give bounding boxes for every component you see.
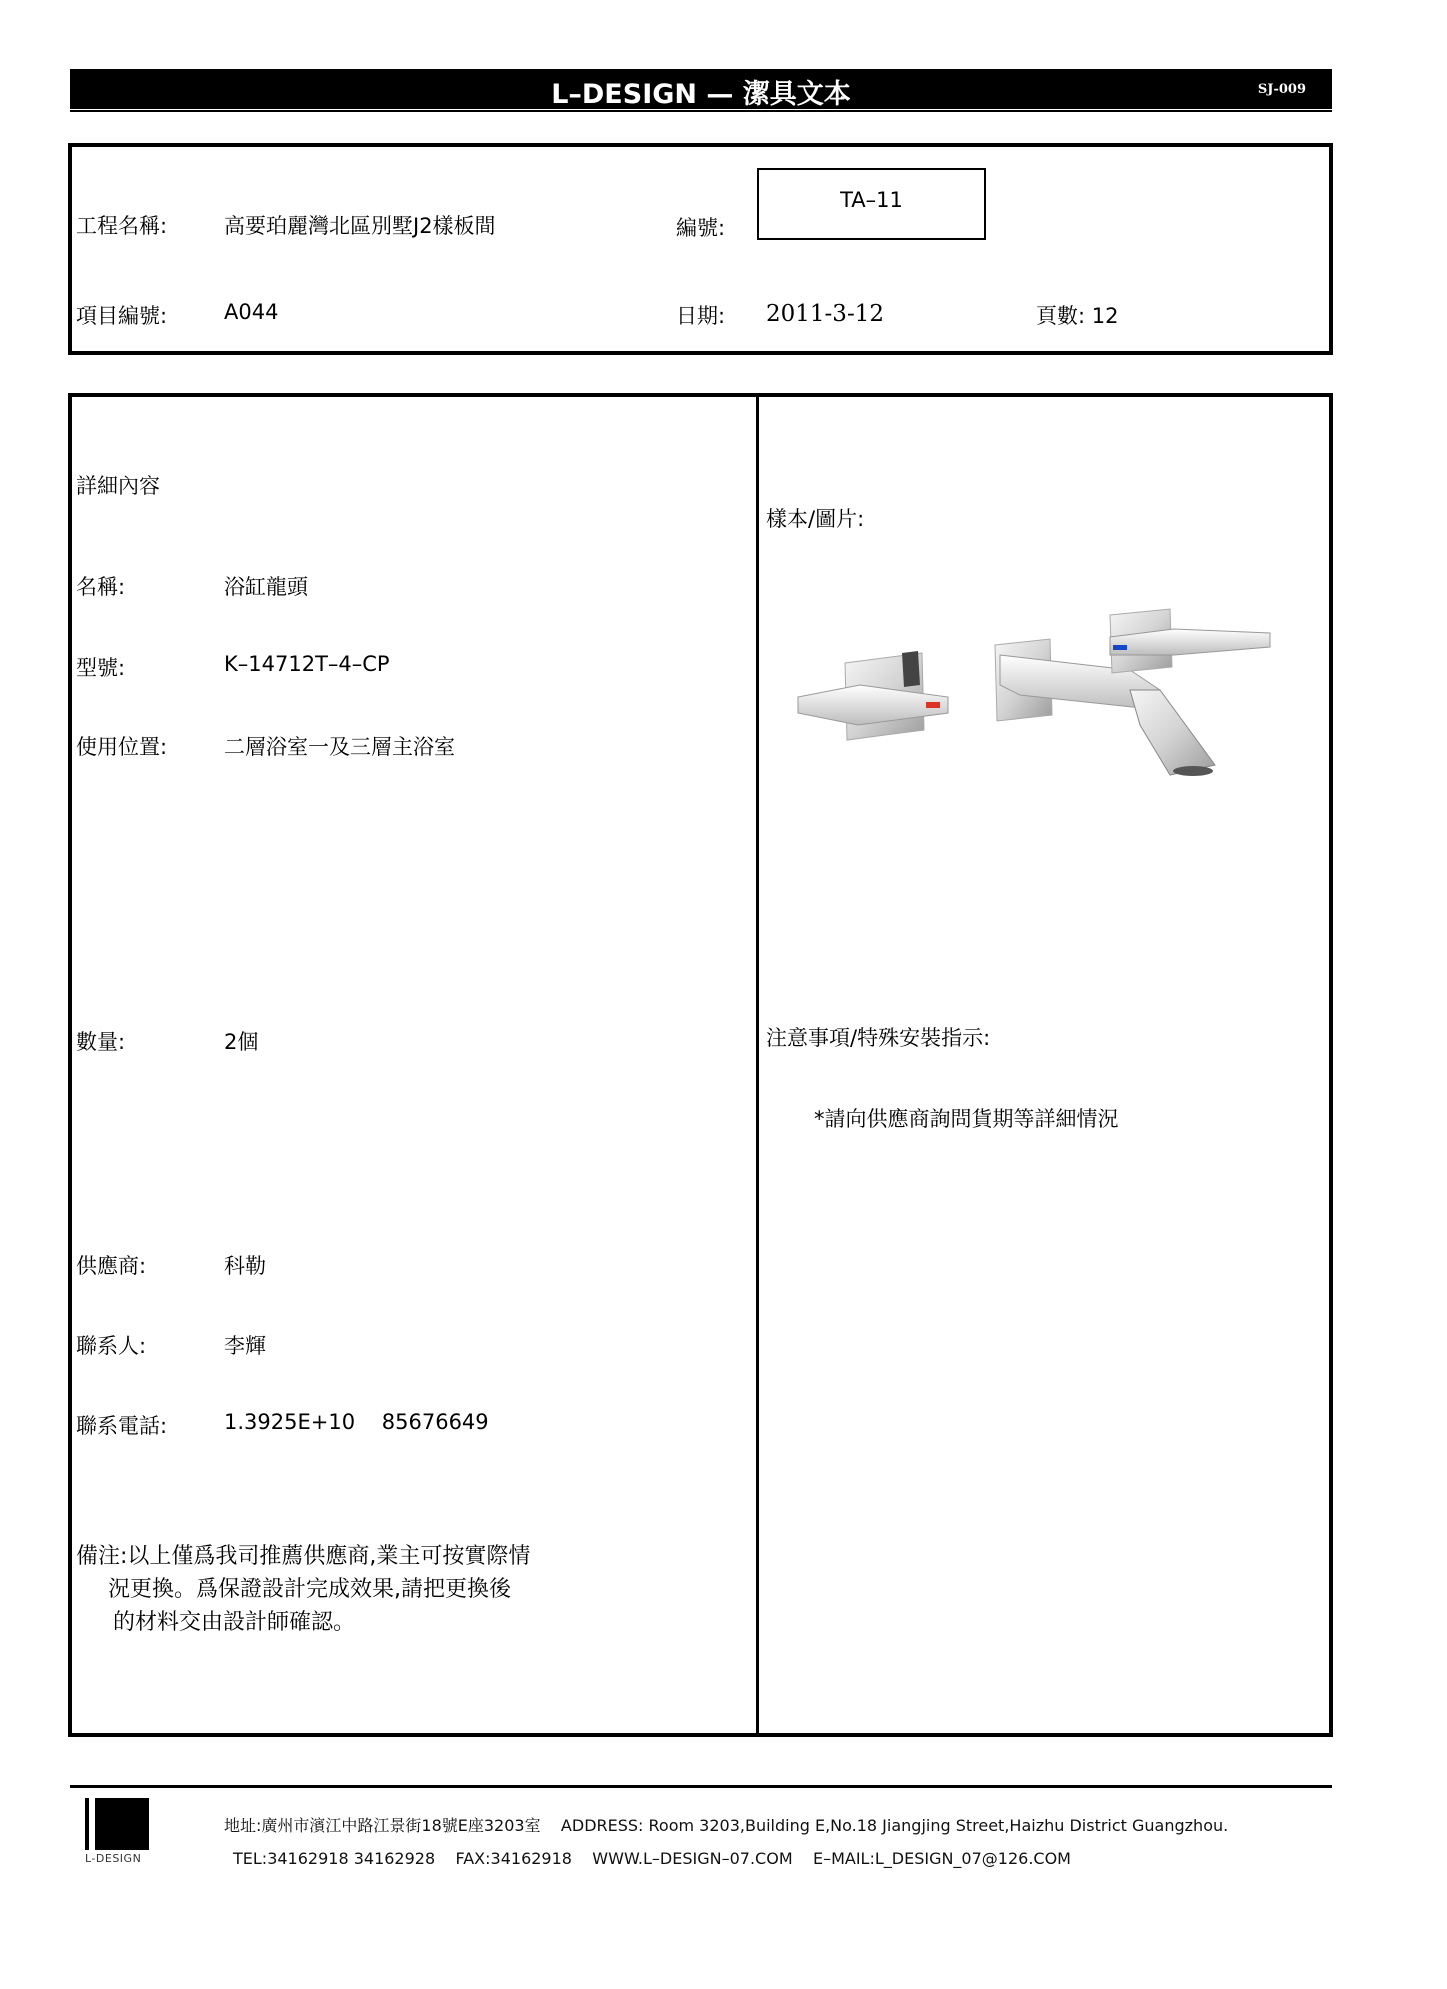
- faucet-image: [790, 585, 1290, 855]
- date-value: 2011-3-12: [766, 301, 884, 327]
- remark-line-2: 況更換。爲保證設計完成效果,請把更換後: [108, 1577, 511, 1602]
- project-name-value: 高要珀麗灣北區別墅J2樣板間: [224, 214, 496, 238]
- notes-title: 注意事項/特殊安裝指示:: [766, 1026, 991, 1050]
- name-value: 浴缸龍頭: [224, 575, 308, 599]
- detail-section-title: 詳細內容: [76, 474, 160, 498]
- footer-divider: [70, 1785, 1332, 1788]
- document-title: L–DESIGN — 潔具文本: [551, 79, 851, 110]
- location-value: 二層浴室一及三層主浴室: [224, 735, 455, 759]
- contact-value: 李輝: [224, 1334, 266, 1358]
- phone-label: 聯系電話:: [76, 1414, 168, 1438]
- document-code: SJ-009: [1257, 82, 1306, 97]
- remark-line-3: 的材料交由設計師確認。: [113, 1610, 356, 1635]
- spout: [995, 639, 1215, 776]
- date-label: 日期:: [676, 304, 726, 328]
- quantity-label: 數量:: [76, 1030, 126, 1054]
- model-value: K–14712T–4–CP: [224, 652, 390, 676]
- location-label: 使用位置:: [76, 735, 168, 759]
- right-handle: [1110, 609, 1270, 673]
- supplier-value: 科勒: [224, 1254, 266, 1278]
- quantity-value: 2個: [224, 1030, 259, 1054]
- footer-contact: TEL:34162918 34162928 FAX:34162918 WWW.L–DESIGN–07.COM E–MAIL:L_DESIGN_07@126.COM: [233, 1849, 1071, 1868]
- notes-text: *請向供應商詢問貨期等詳細情況: [814, 1107, 1119, 1131]
- contact-label: 聯系人:: [76, 1334, 147, 1358]
- header-bar: [70, 69, 1332, 109]
- column-divider: [756, 393, 759, 1737]
- item-no-value: A044: [224, 300, 279, 324]
- sample-title: 樣本/圖片:: [766, 507, 865, 531]
- supplier-label: 供應商:: [76, 1254, 147, 1278]
- name-label: 名稱:: [76, 575, 126, 599]
- l-design-logo: [85, 1798, 149, 1850]
- phone-value: 1.3925E+10 85676649: [224, 1410, 489, 1434]
- left-handle: [798, 651, 948, 740]
- model-label: 型號:: [76, 656, 126, 680]
- header-divider: [70, 110, 1332, 112]
- logo-text: L-DESIGN: [85, 1852, 142, 1865]
- footer-address: 地址:廣州市濱江中路江景街18號E座3203室 ADDRESS: Room 3203,Building E,No.18 Jiangjing Street,Haizhu District Guangzhou.: [224, 1816, 1229, 1835]
- page-count: 頁數: 12: [1036, 304, 1119, 328]
- number-label: 編號:: [676, 216, 726, 240]
- number-value: TA–11: [840, 188, 903, 212]
- item-no-label: 項目編號:: [76, 304, 168, 328]
- number-box: [757, 168, 986, 240]
- project-name-label: 工程名稱:: [76, 214, 168, 238]
- remark-line-1: 備注:以上僅爲我司推薦供應商,業主可按實際情: [76, 1544, 531, 1569]
